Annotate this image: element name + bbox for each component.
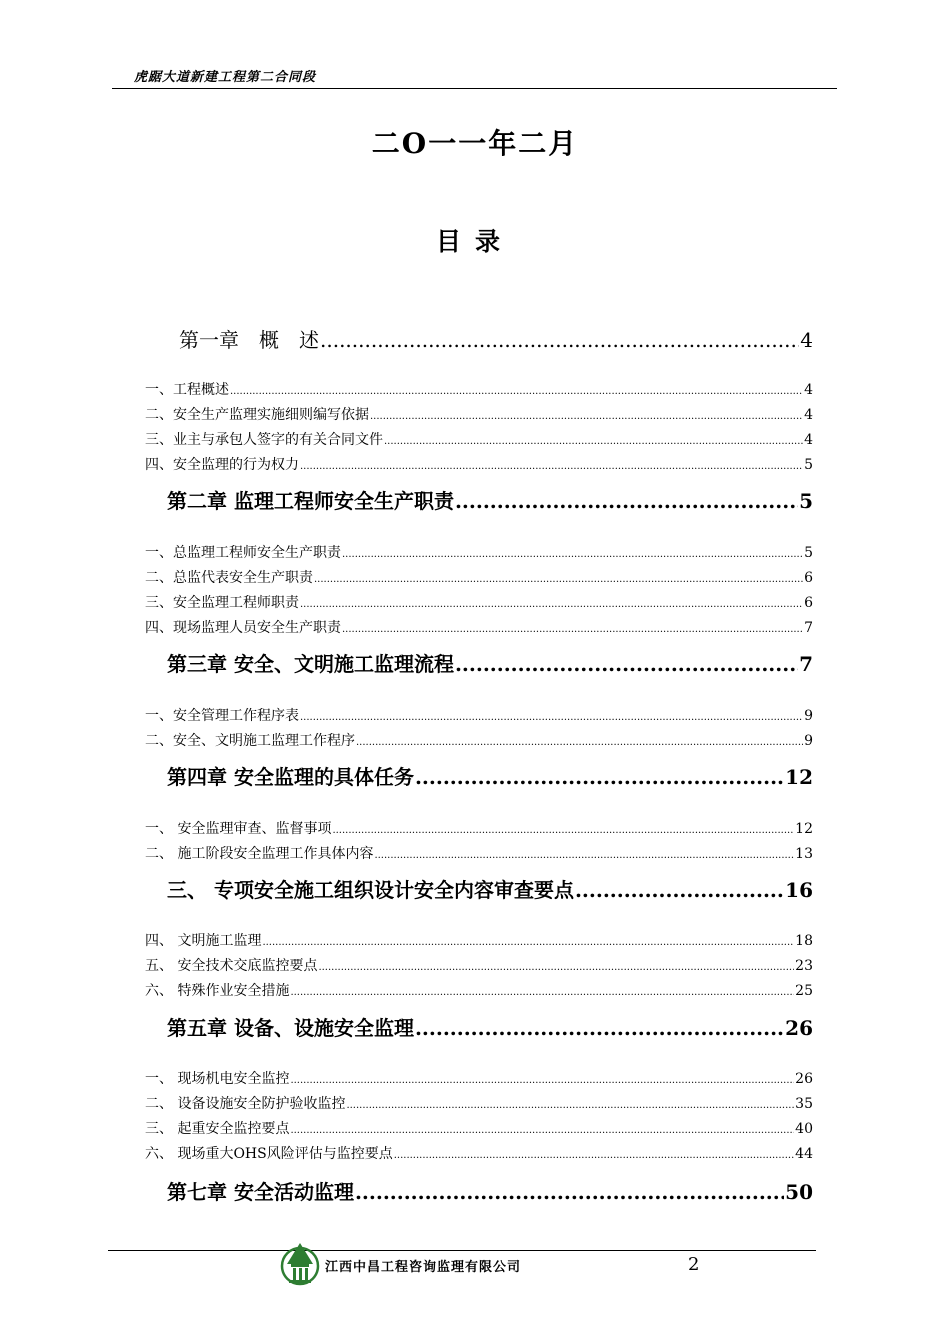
leader-dots <box>356 736 803 750</box>
toc-entry-label: 三、业主与承包人签字的有关合同文件 <box>145 432 383 448</box>
toc-entry-label: 一、 安全监理审查、监督事项 <box>145 821 332 837</box>
toc-entry-label: 第四章 安全监理的具体任务 <box>167 765 414 789</box>
leader-dots <box>394 1149 794 1163</box>
toc-entry-label: 二、总监代表安全生产职责 <box>145 570 313 586</box>
toc-entry[interactable] <box>145 845 813 863</box>
toc-entry[interactable] <box>145 1145 813 1163</box>
toc-entry[interactable] <box>145 544 813 562</box>
toc-entry[interactable] <box>145 456 813 474</box>
toc-chapter-7[interactable] <box>145 1179 813 1205</box>
toc-entry-page: 5 <box>804 545 813 561</box>
company-logo-icon <box>279 1240 321 1288</box>
toc-entry-page: 4 <box>800 328 813 352</box>
toc-entry-label: 一、总监理工程师安全生产职责 <box>145 545 341 561</box>
toc-entry-page: 6 <box>804 595 813 611</box>
toc-entry[interactable] <box>145 1070 813 1088</box>
leader-dots <box>346 1099 794 1113</box>
leader-dots <box>384 435 803 449</box>
toc-entry[interactable] <box>145 569 813 587</box>
toc-entry-label: 三、安全监理工程师职责 <box>145 595 299 611</box>
leader-dots <box>374 849 794 863</box>
toc-entry-page: 4 <box>804 382 813 398</box>
toc-entry-page: 5 <box>804 457 813 473</box>
leader-dots <box>415 764 784 790</box>
header-divider <box>112 88 837 89</box>
toc-entry-label: 二、安全生产监理实施细则编写依据 <box>145 407 369 423</box>
footer-page-number: 2 <box>688 1254 700 1275</box>
toc-entry[interactable] <box>145 957 813 975</box>
toc-entry-page: 13 <box>795 846 813 862</box>
toc-title: 目录 <box>435 227 514 256</box>
toc-entry[interactable] <box>145 431 813 449</box>
toc-entry-label: 第五章 设备、设施安全监理 <box>167 1016 414 1040</box>
toc-entry-page: 9 <box>804 708 813 724</box>
leader-dots <box>318 961 794 975</box>
toc-entry-page: 50 <box>785 1180 813 1204</box>
toc-entry-page: 5 <box>799 489 813 513</box>
leader-dots <box>342 548 803 562</box>
toc-section-3[interactable] <box>145 877 813 903</box>
toc-entry[interactable] <box>145 1095 813 1113</box>
toc-entry-page: 12 <box>795 821 813 837</box>
leader-dots <box>320 326 799 354</box>
toc-entry-label: 第三章 安全、文明施工监理流程 <box>167 652 454 676</box>
toc-entry[interactable] <box>145 820 813 838</box>
toc-entry-label: 二、 设备设施安全防护验收监控 <box>145 1096 346 1112</box>
toc-entry-page: 7 <box>799 652 813 676</box>
toc-entry-label: 六、 现场重大OHS风险评估与监控要点 <box>145 1146 393 1162</box>
header-project-title: 虎踞大道新建工程第二合同段 <box>134 70 317 85</box>
footer-company-name: 江西中昌工程咨询监理有限公司 <box>325 1260 522 1275</box>
toc-entry-label: 第七章 安全活动监理 <box>167 1180 354 1204</box>
toc-entry-page: 4 <box>804 407 813 423</box>
leader-dots <box>300 711 803 725</box>
leader-dots <box>300 598 803 612</box>
toc-entry[interactable] <box>145 732 813 750</box>
toc-entry-page: 16 <box>785 878 813 902</box>
footer-divider <box>108 1250 816 1251</box>
leader-dots <box>300 460 803 474</box>
toc-entry-label: 二、安全、文明施工监理工作程序 <box>145 733 355 749</box>
toc-chapter-1[interactable] <box>145 326 813 354</box>
toc-entry-page: 7 <box>804 620 813 636</box>
toc-chapter-4[interactable] <box>145 764 813 790</box>
leader-dots <box>230 385 803 399</box>
toc-entry-page: 40 <box>795 1121 813 1137</box>
toc-entry-label: 第一章 概 述 <box>179 328 319 352</box>
leader-dots <box>262 936 794 950</box>
leader-dots <box>455 488 798 514</box>
toc-entry-label: 三、 起重安全监控要点 <box>145 1121 290 1137</box>
toc-entry[interactable] <box>145 982 813 1000</box>
toc-entry-page: 44 <box>795 1146 813 1162</box>
toc-entry-label: 三、 专项安全施工组织设计安全内容审查要点 <box>167 878 574 902</box>
leader-dots <box>370 410 803 424</box>
toc-entry[interactable] <box>145 594 813 612</box>
toc-entry-page: 6 <box>804 570 813 586</box>
date-title: 二O一一年二月 <box>371 127 579 160</box>
toc-entry[interactable] <box>145 619 813 637</box>
leader-dots <box>342 623 803 637</box>
toc-chapter-3[interactable] <box>145 651 813 677</box>
leader-dots <box>332 824 794 838</box>
toc-entry-page: 26 <box>795 1071 813 1087</box>
toc-entry[interactable] <box>145 707 813 725</box>
leader-dots <box>290 1124 794 1138</box>
leader-dots <box>290 986 794 1000</box>
leader-dots <box>415 1015 784 1041</box>
toc-entry-label: 一、 现场机电安全监控 <box>145 1071 290 1087</box>
toc-entry-page: 23 <box>795 958 813 974</box>
toc-chapter-2[interactable] <box>145 488 813 514</box>
toc-entry-page: 25 <box>795 983 813 999</box>
toc-entry-label: 一、安全管理工作程序表 <box>145 708 299 724</box>
toc-entry-label: 四、 文明施工监理 <box>145 933 262 949</box>
leader-dots <box>455 651 798 677</box>
toc-entry[interactable] <box>145 1120 813 1138</box>
toc-entry-page: 9 <box>804 733 813 749</box>
toc-entry-label: 一、工程概述 <box>145 382 229 398</box>
toc-entry[interactable] <box>145 406 813 424</box>
toc-entry-page: 12 <box>785 765 813 789</box>
toc-entry-label: 四、安全监理的行为权力 <box>145 457 299 473</box>
leader-dots <box>314 573 803 587</box>
toc-entry[interactable] <box>145 381 813 399</box>
toc-entry[interactable] <box>145 932 813 950</box>
toc-entry-page: 18 <box>795 933 813 949</box>
toc-entry-page: 35 <box>795 1096 813 1112</box>
toc-entry-label: 第二章 监理工程师安全生产职责 <box>167 489 454 513</box>
toc-entry-page: 4 <box>804 432 813 448</box>
toc-chapter-5[interactable] <box>145 1015 813 1041</box>
toc-entry-label: 六、 特殊作业安全措施 <box>145 983 290 999</box>
toc-entry-label: 四、现场监理人员安全生产职责 <box>145 620 341 636</box>
toc-entry-label: 二、 施工阶段安全监理工作具体内容 <box>145 846 374 862</box>
leader-dots <box>575 877 784 903</box>
leader-dots <box>355 1179 784 1205</box>
leader-dots <box>290 1074 794 1088</box>
toc-entry-label: 五、 安全技术交底监控要点 <box>145 958 318 974</box>
toc-entry-page: 26 <box>785 1016 813 1040</box>
